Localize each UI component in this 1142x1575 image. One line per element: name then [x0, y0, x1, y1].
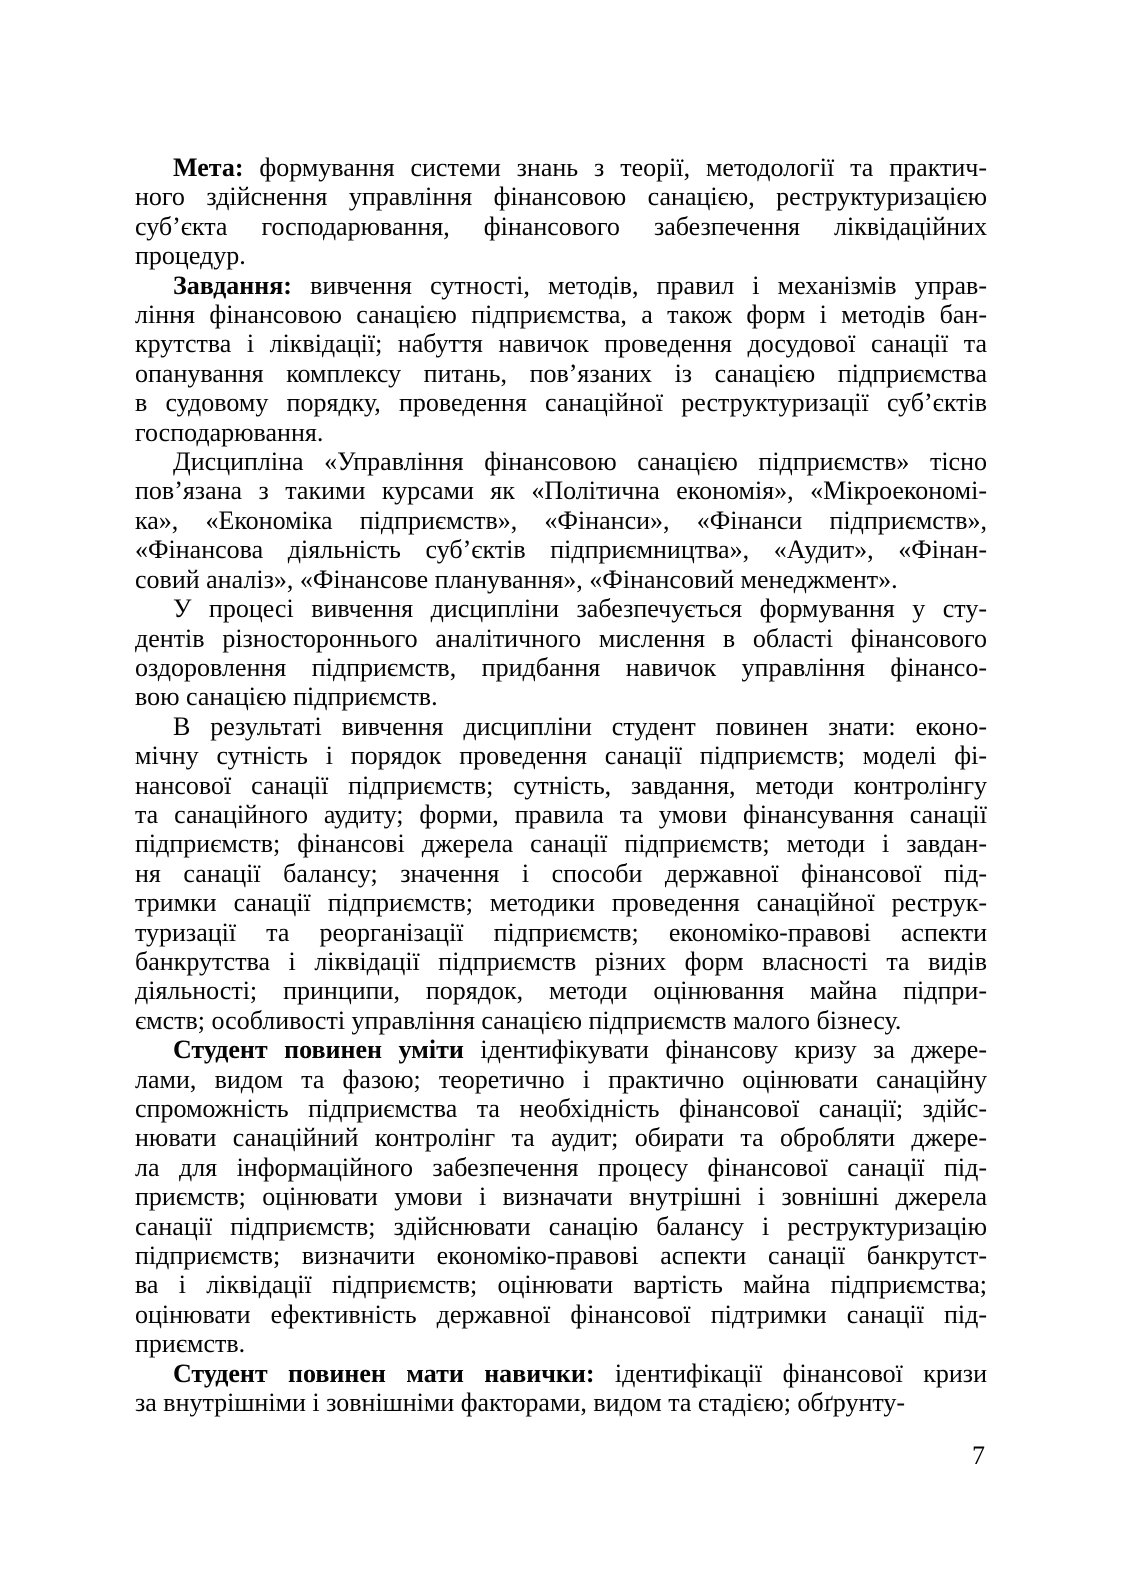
- body-text: банкрутства і ліквідації підприємств різних форм власності та видів: [135, 946, 987, 976]
- body-text: опанування комплексу питань, пов’язаних із санацією підприємства: [135, 358, 987, 388]
- body-text: мічну сутність і порядок проведення санації підприємств; моделі фі-: [135, 741, 987, 771]
- text-line: [135, 153, 987, 182]
- body-text: підприємств; визначити економіко-правові аспекти санації банкрутст-: [135, 1241, 987, 1271]
- text-line: [135, 359, 987, 388]
- text-line: [135, 888, 987, 917]
- text-line: [135, 447, 987, 476]
- text-line: [135, 1123, 987, 1152]
- body-text: діяльності; принципи, порядок, методи оцінювання майна підпри-: [135, 976, 987, 1006]
- body-text: туризації та реорганізації підприємств; економіко-правові аспекти: [135, 917, 987, 947]
- body-text: приємств.: [135, 1329, 246, 1359]
- body-text: за внутрішніми і зовнішніми факторами, видом та стадією; обґрунту-: [135, 1388, 906, 1418]
- body-text: дентів різностороннього аналітичного мислення в області фінансового: [135, 623, 987, 653]
- body-text: в судовому порядку, проведення санаційної реструктуризації суб’єктів: [135, 388, 987, 418]
- body-text: тримки санації підприємств; методики проведення санаційної реструк-: [135, 888, 987, 918]
- body-text: підприємств; фінансові джерела санації підприємств; методи і завдан-: [135, 829, 987, 859]
- text-line: [135, 1241, 987, 1270]
- text-line: [135, 1153, 987, 1182]
- text-line: [135, 653, 987, 682]
- page-number: 7: [972, 1441, 985, 1470]
- body-text: спроможність підприємства та необхідність фінансової санації; здійс-: [135, 1094, 987, 1123]
- body-text: вивчення сутності, методів, правил і механізмів управ-: [291, 270, 987, 300]
- text-line: [135, 388, 987, 417]
- body-text: оцінювати ефективність державної фінансової підтримки санації під-: [135, 1299, 987, 1329]
- text-line: [135, 241, 987, 270]
- text-line: [135, 712, 987, 741]
- body-text: ління фінансовою санацією підприємства, а також форм і методів бан-: [135, 300, 987, 330]
- bold-lead-text: Завдання:: [173, 270, 292, 300]
- body-text: В результаті вивчення дисципліни студент повинен знати: еконо-: [173, 711, 987, 741]
- body-text: приємств; оцінювати умови і визначати внутрішні і зовнішні джерела: [135, 1182, 987, 1212]
- text-line: [135, 682, 987, 711]
- text-line: [135, 300, 987, 329]
- text-line: [135, 271, 987, 300]
- text-line: [135, 859, 987, 888]
- body-text: ного здійснення управління фінансовою санацією, реструктуризацією: [135, 182, 987, 212]
- text-line: [135, 418, 987, 447]
- text-line: [135, 1300, 987, 1329]
- text-line: [135, 535, 987, 564]
- body-text: совий аналіз», «Фінансове планування», «Фінансовий менеджмент».: [135, 564, 898, 594]
- text-line: [135, 947, 987, 976]
- text-line: [135, 506, 987, 535]
- text-line: [135, 1212, 987, 1241]
- body-text: нювати санаційний контролінг та аудит; обирати та обробляти джере-: [135, 1123, 987, 1153]
- body-text: господарювання.: [135, 417, 324, 447]
- body-text: «Фінансова діяльність суб’єктів підприємництва», «Аудит», «Фінан-: [135, 535, 987, 565]
- body-text: санації підприємств; здійснювати санацію балансу і реструктуризацію: [135, 1211, 987, 1241]
- body-text: ла для інформаційного забезпечення процесу фінансової санації під-: [135, 1152, 987, 1182]
- bold-lead-text: Мета:: [173, 153, 244, 182]
- text-line: [135, 182, 987, 211]
- text-line: [135, 594, 987, 623]
- text-block: [135, 153, 987, 1417]
- body-text: пов’язана з такими курсами як «Політична економія», «Мікроекономі-: [135, 476, 987, 506]
- text-line: [135, 741, 987, 770]
- body-text: оздоровлення підприємств, придбання навичок управління фінансо-: [135, 652, 987, 682]
- text-line: [135, 918, 987, 947]
- text-line: [135, 1094, 987, 1123]
- text-line: [135, 212, 987, 241]
- text-line: [135, 1359, 987, 1388]
- body-text: ідентифікації фінансової кризи: [594, 1358, 987, 1388]
- text-line: [135, 1329, 987, 1358]
- text-line: [135, 1006, 987, 1035]
- body-text: ня санації балансу; значення і способи державної фінансової під-: [135, 858, 987, 888]
- body-text: формування системи знань з теорії, методології та практич-: [243, 153, 987, 182]
- text-line: [135, 976, 987, 1005]
- text-line: [135, 1182, 987, 1211]
- text-line: [135, 1065, 987, 1094]
- text-line: [135, 829, 987, 858]
- text-line: [135, 476, 987, 505]
- body-text: нансової санації підприємств; сутність, завдання, методи контролінгу: [135, 770, 987, 800]
- text-line: [135, 329, 987, 358]
- text-line: [135, 1270, 987, 1299]
- body-text: процедур.: [135, 241, 246, 271]
- text-line: [135, 1035, 987, 1064]
- body-text: крутства і ліквідації; набуття навичок проведення досудової санації та: [135, 329, 987, 359]
- body-text: ємств; особливості управління санацією підприємств малого бізнесу.: [135, 1005, 902, 1035]
- bold-lead-text: Студент повинен мати навички:: [173, 1358, 595, 1388]
- body-text: лами, видом та фазою; теоретично і практично оцінювати санаційну: [135, 1064, 987, 1094]
- text-line: [135, 624, 987, 653]
- bold-lead-text: Студент повинен уміти: [173, 1035, 464, 1065]
- body-text: суб’єкта господарювання, фінансового забезпечення ліквідаційних: [135, 211, 987, 241]
- body-text: ка», «Економіка підприємств», «Фінанси», «Фінанси підприємств»,: [135, 505, 987, 535]
- body-text: ідентифікувати фінансову кризу за джере-: [463, 1035, 987, 1065]
- text-line: [135, 771, 987, 800]
- text-line: [135, 565, 987, 594]
- body-text: Дисципліна «Управління фінансовою санацією підприємств» тісно: [173, 447, 987, 477]
- text-line: [135, 800, 987, 829]
- body-text: ва і ліквідації підприємств; оцінювати вартість майна підприємства;: [135, 1270, 987, 1300]
- body-text: У процесі вивчення дисципліни забезпечується формування у сту-: [173, 594, 987, 624]
- body-text: та санаційного аудиту; форми, правила та умови фінансування санації: [135, 799, 987, 829]
- body-text: вою санацією підприємств.: [135, 682, 438, 712]
- text-line: [135, 1388, 987, 1417]
